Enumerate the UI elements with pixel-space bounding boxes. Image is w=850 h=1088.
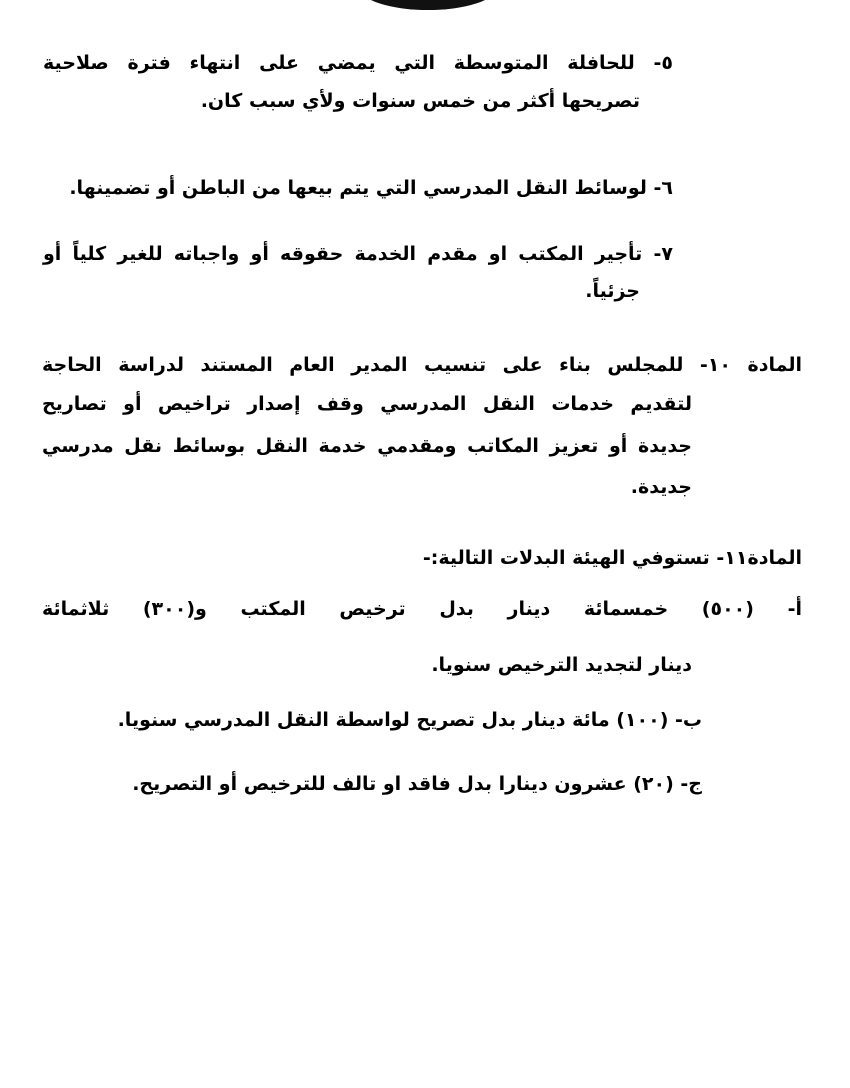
article-10-line-2: لتقديم خدمات النقل المدرسي وقف إصدار تراخيص أو تصاريح bbox=[42, 393, 692, 415]
article-10-line-4: جديدة. bbox=[630, 476, 692, 498]
article-11-heading: المادة١١- تستوفي الهيئة البدلات التالية:- bbox=[422, 547, 802, 569]
article-11-item-a-line-2: دينار لتجديد الترخيص سنويا. bbox=[431, 654, 692, 676]
item-6-line-1: ٦- لوسائط النقل المدرسي التي يتم بيعها من الباطن أو تضمينها. bbox=[69, 177, 673, 199]
article-10-line-3: جديدة أو تعزيز المكاتب ومقدمي خدمة النقل بوسائط نقل مدرسي bbox=[42, 435, 692, 457]
article-11-item-a-line-1: أ- (٥٠٠) خمسمائة دينار بدل ترخيص المكتب و(٣٠٠) ثلاثمائة bbox=[42, 598, 802, 620]
item-5-line-1: ٥- للحافلة المتوسطة التي يمضي على انتهاء فترة صلاحية bbox=[43, 52, 673, 74]
item-7-line-2: جزئياً. bbox=[585, 280, 640, 302]
article-11-item-c: ج- (٢٠) عشرون دينارا بدل فاقد او تالف للترخيص أو التصريح. bbox=[132, 773, 702, 795]
article-11-item-b: ب- (١٠٠) مائة دينار بدل تصريح لواسطة النقل المدرسي سنويا. bbox=[117, 709, 702, 731]
item-5-line-2: تصريحها أكثر من خمس سنوات ولأي سبب كان. bbox=[200, 90, 640, 112]
item-7-line-1: ٧- تأجير المكتب او مقدم الخدمة حقوقه أو واجباته للغير كلياً أو bbox=[43, 243, 673, 265]
article-10-line-1: المادة ١٠- للمجلس بناء على تنسيب المدير العام المستند لدراسة الحاجة bbox=[42, 354, 802, 376]
emblem-icon bbox=[360, 0, 496, 10]
